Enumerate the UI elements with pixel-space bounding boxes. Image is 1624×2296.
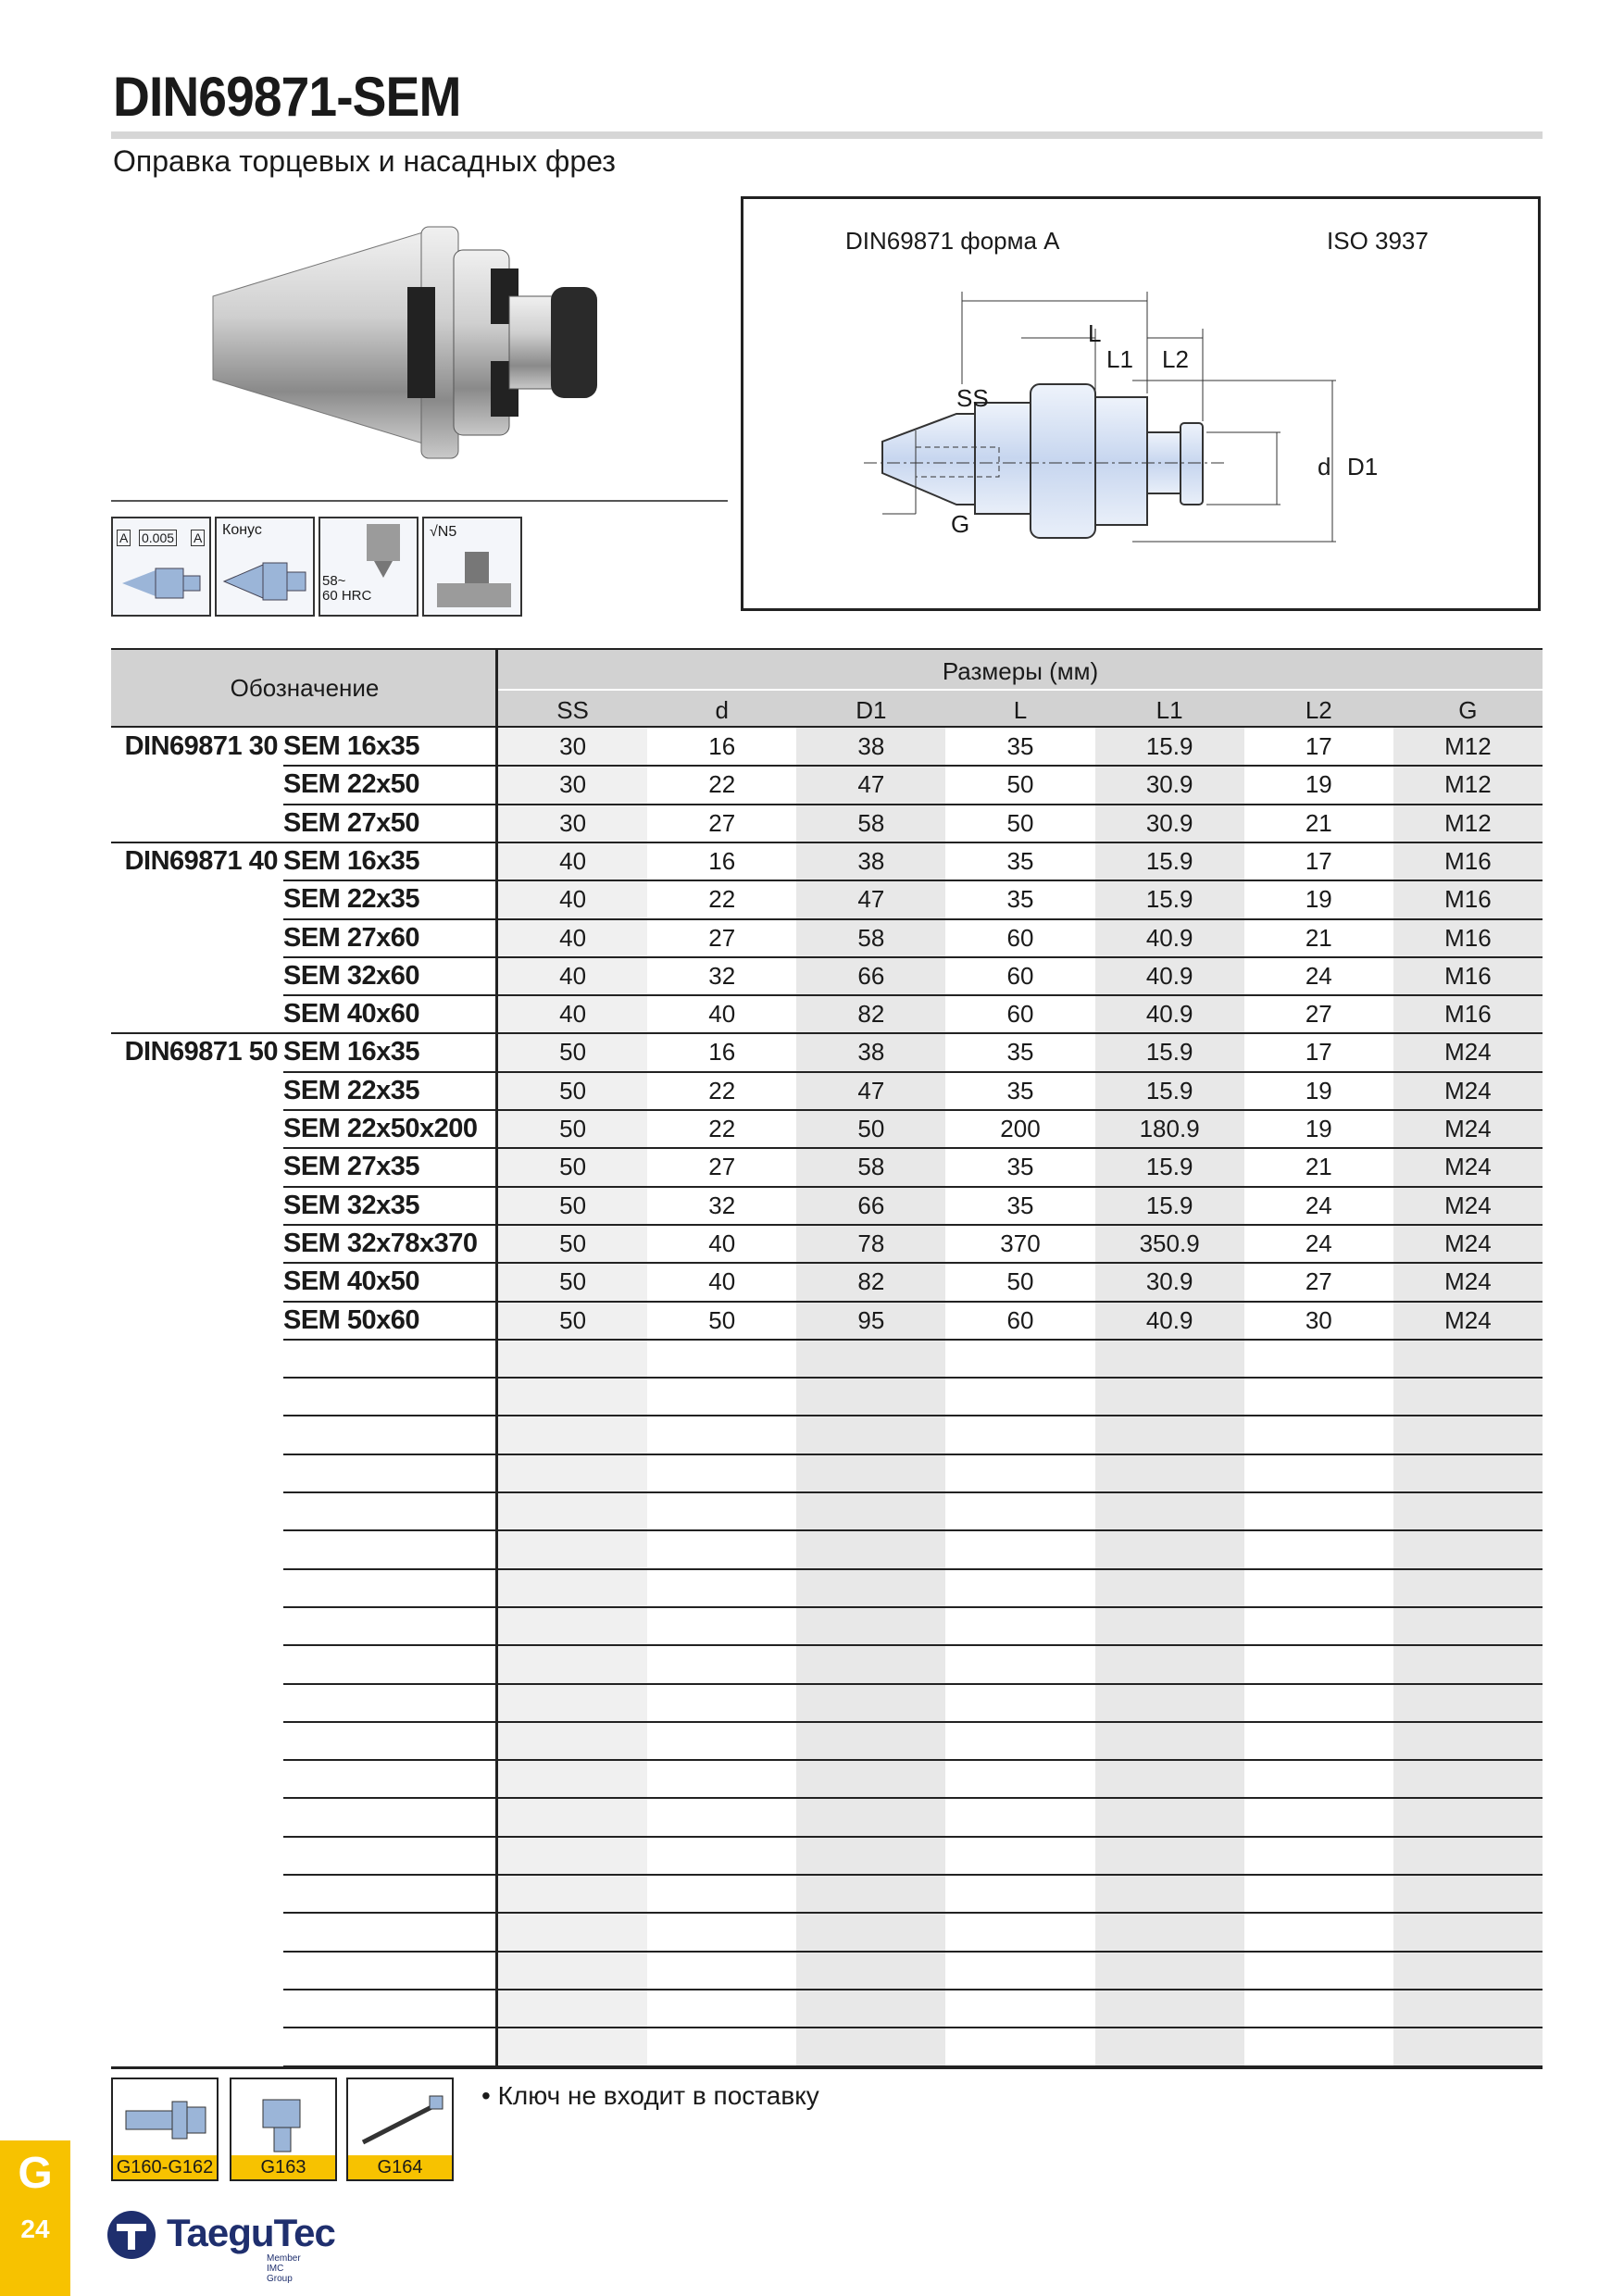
table-row xyxy=(111,1263,1543,1301)
table-cell-l2: 19 xyxy=(1305,1076,1332,1104)
drawing-form-label: DIN69871 форма A xyxy=(845,227,1060,255)
table-cell-l: 50 xyxy=(1006,808,1034,837)
table-top-rule xyxy=(111,648,1543,650)
table-cell-g: M16 xyxy=(1444,1000,1492,1029)
table-row xyxy=(111,1302,1543,1340)
runout-icon xyxy=(111,517,211,617)
table-cell-l: 35 xyxy=(1006,885,1034,914)
table-cell-g: M24 xyxy=(1444,1229,1492,1257)
table-cell-d: 22 xyxy=(708,770,736,799)
column-header: d xyxy=(715,696,729,724)
column-header: L xyxy=(1013,696,1028,724)
logo-subtext: Member IMC Group xyxy=(267,2253,301,2284)
table-cell-g: M12 xyxy=(1444,732,1492,760)
table-cell-l: 50 xyxy=(1006,770,1034,799)
table-cell-d1: 58 xyxy=(857,923,885,952)
designation-group: DIN69871 40 xyxy=(124,845,278,876)
table-row xyxy=(111,880,1543,918)
table-cell-d: 22 xyxy=(708,1115,736,1142)
designation-model: SEM 22x50 xyxy=(283,769,420,800)
table-cell-d: 40 xyxy=(708,1229,736,1257)
logo-text: TaeguTec xyxy=(167,2211,335,2254)
empty-row xyxy=(111,1990,1543,2028)
table-cell-l: 35 xyxy=(1006,1076,1034,1104)
table-cell-d1: 38 xyxy=(857,846,885,875)
table-cell-g: M12 xyxy=(1444,808,1492,837)
designation-header: Обозначение xyxy=(230,674,380,702)
dim-D1-label: D1 xyxy=(1347,453,1379,480)
header-divider xyxy=(498,689,1543,691)
table-cell-l1: 15.9 xyxy=(1145,885,1193,914)
table-row xyxy=(111,842,1543,880)
empty-row xyxy=(111,1416,1543,1454)
dim-L2-label: L2 xyxy=(1162,345,1189,373)
table-cell-d1: 66 xyxy=(857,1191,885,1219)
ref-label: G163 xyxy=(231,2155,335,2179)
table-cell-l1: 15.9 xyxy=(1145,1153,1193,1181)
table-cell-l2: 27 xyxy=(1305,1000,1332,1029)
designation-model: SEM 16x35 xyxy=(283,845,420,876)
runout-ref-label: A xyxy=(191,530,205,546)
table-bottom-rule xyxy=(111,2066,1543,2069)
table-cell-d1: 47 xyxy=(857,770,885,799)
screw-icon xyxy=(248,2087,322,2155)
table-cell-g: M16 xyxy=(1444,961,1492,990)
table-cell-d: 27 xyxy=(708,808,736,837)
wrench-icon xyxy=(356,2087,448,2155)
table-cell-ss: 50 xyxy=(559,1115,587,1142)
table-cell-d: 16 xyxy=(708,846,736,875)
page-title: DIN69871-SEM xyxy=(113,66,461,128)
table-cell-l1: 30.9 xyxy=(1145,808,1193,837)
empty-row xyxy=(111,2028,1543,2065)
table-row xyxy=(111,1072,1543,1110)
table-cell-l: 35 xyxy=(1006,732,1034,760)
column-header: L1 xyxy=(1156,696,1183,724)
hardness-icon xyxy=(319,517,418,617)
technical-drawing xyxy=(741,196,1541,611)
table-row xyxy=(111,1187,1543,1225)
table-cell-d1: 82 xyxy=(857,1000,885,1029)
dimensions-table xyxy=(111,650,1543,2066)
roughness-label: √N5 xyxy=(430,524,457,540)
table-cell-l1: 350.9 xyxy=(1139,1229,1200,1257)
product-photo xyxy=(194,222,620,463)
table-row xyxy=(111,1033,1543,1071)
empty-row xyxy=(111,1952,1543,1990)
taper-tool-icon xyxy=(220,555,309,607)
table-cell-ss: 30 xyxy=(559,808,587,837)
table-cell-ss: 50 xyxy=(559,1229,587,1257)
title-divider xyxy=(111,131,1543,139)
table-cell-g: M24 xyxy=(1444,1267,1492,1296)
dimensions-header: Размеры (мм) xyxy=(942,657,1099,685)
empty-row xyxy=(111,1837,1543,1875)
designation-model: SEM 27x50 xyxy=(283,807,420,838)
empty-row xyxy=(111,1340,1543,1378)
table-cell-l2: 19 xyxy=(1305,885,1332,914)
runout-datum-label: A xyxy=(117,530,131,546)
empty-row xyxy=(111,1607,1543,1645)
table-cell-g: M24 xyxy=(1444,1115,1492,1142)
table-cell-g: M24 xyxy=(1444,1153,1492,1181)
table-cell-d: 27 xyxy=(708,923,736,952)
table-cell-d: 27 xyxy=(708,1153,736,1181)
table-cell-l2: 21 xyxy=(1305,1153,1332,1181)
table-cell-g: M12 xyxy=(1444,770,1492,799)
table-cell-ss: 40 xyxy=(559,923,587,952)
brand-logo xyxy=(104,2207,335,2284)
taper-label: Конус xyxy=(222,522,262,538)
designation-model: SEM 16x35 xyxy=(283,1037,420,1067)
table-cell-ss: 50 xyxy=(559,1076,587,1104)
table-cell-d: 40 xyxy=(708,1000,736,1029)
designation-group: DIN69871 30 xyxy=(124,731,278,761)
table-cell-l: 370 xyxy=(1000,1229,1041,1257)
designation-model: SEM 32x60 xyxy=(283,960,420,991)
table-cell-l2: 30 xyxy=(1305,1305,1332,1334)
table-cell-l: 60 xyxy=(1006,961,1034,990)
table-cell-l1: 40.9 xyxy=(1145,961,1193,990)
table-cell-ss: 30 xyxy=(559,732,587,760)
table-cell-l1: 15.9 xyxy=(1145,1076,1193,1104)
table-cell-g: M24 xyxy=(1444,1191,1492,1219)
table-cell-g: M16 xyxy=(1444,885,1492,914)
table-cell-l2: 21 xyxy=(1305,923,1332,952)
table-cell-ss: 50 xyxy=(559,1305,587,1334)
table-cell-l1: 15.9 xyxy=(1145,846,1193,875)
table-cell-d1: 47 xyxy=(857,1076,885,1104)
table-cell-l: 200 xyxy=(1000,1115,1041,1142)
table-cell-g: M24 xyxy=(1444,1305,1492,1334)
table-cell-d: 32 xyxy=(708,961,736,990)
table-cell-l2: 17 xyxy=(1305,732,1332,760)
dim-L1-label: L1 xyxy=(1106,345,1133,373)
table-cell-d: 50 xyxy=(708,1305,736,1334)
designation-model: SEM 27x60 xyxy=(283,922,420,953)
table-cell-l1: 180.9 xyxy=(1139,1115,1200,1142)
empty-row xyxy=(111,1798,1543,1836)
dim-G-label: G xyxy=(951,510,970,538)
table-row xyxy=(111,995,1543,1033)
page-number: 24 xyxy=(20,2215,50,2243)
dim-L-label: L xyxy=(1088,319,1102,347)
table-cell-l1: 30.9 xyxy=(1145,1267,1193,1296)
designation-model: SEM 32x78x370 xyxy=(283,1228,478,1258)
table-cell-ss: 50 xyxy=(559,1267,587,1296)
table-cell-ss: 40 xyxy=(559,885,587,914)
table-cell-ss: 40 xyxy=(559,961,587,990)
table-cell-g: M24 xyxy=(1444,1076,1492,1104)
empty-row xyxy=(111,1454,1543,1492)
table-cell-l2: 19 xyxy=(1305,1115,1332,1142)
table-cell-l: 60 xyxy=(1006,1000,1034,1029)
table-cell-l2: 27 xyxy=(1305,1267,1332,1296)
table-cell-ss: 30 xyxy=(559,770,587,799)
runout-value-label: 0.005 xyxy=(139,530,177,546)
column-header: D1 xyxy=(856,696,887,724)
table-cell-l1: 15.9 xyxy=(1145,1038,1193,1067)
designation-model: SEM 22x50x200 xyxy=(283,1114,478,1143)
table-cell-l1: 30.9 xyxy=(1145,770,1193,799)
table-cell-l2: 17 xyxy=(1305,846,1332,875)
table-cell-d1: 82 xyxy=(857,1267,885,1296)
table-cell-d1: 38 xyxy=(857,732,885,760)
table-cell-l1: 40.9 xyxy=(1145,1305,1193,1334)
column-header: SS xyxy=(556,696,589,724)
table-cell-ss: 50 xyxy=(559,1191,587,1219)
table-cell-l2: 19 xyxy=(1305,770,1332,799)
table-cell-d: 32 xyxy=(708,1191,736,1219)
table-cell-ss: 50 xyxy=(559,1153,587,1181)
table-row xyxy=(111,728,1543,766)
table-row xyxy=(111,805,1543,842)
table-cell-l2: 21 xyxy=(1305,808,1332,837)
table-row xyxy=(111,1110,1543,1148)
table-cell-d1: 58 xyxy=(857,808,885,837)
table-row xyxy=(111,919,1543,957)
table-cell-d: 16 xyxy=(708,1038,736,1067)
ref-G160-G162[interactable] xyxy=(111,2078,219,2181)
ref-G163[interactable] xyxy=(230,2078,337,2181)
hardness-label: 58~ 60 HRC xyxy=(322,573,372,604)
empty-row xyxy=(111,1684,1543,1722)
drawing-schematic xyxy=(743,199,1538,608)
table-cell-d1: 66 xyxy=(857,961,885,990)
table-cell-d1: 95 xyxy=(857,1305,885,1334)
empty-row xyxy=(111,1913,1543,1951)
empty-row xyxy=(111,1378,1543,1416)
designation-model: SEM 32x35 xyxy=(283,1190,420,1220)
ref-label: G160-G162 xyxy=(113,2155,217,2179)
table-cell-l2: 24 xyxy=(1305,1191,1332,1219)
ref-G164[interactable] xyxy=(346,2078,454,2181)
table-cell-l1: 40.9 xyxy=(1145,1000,1193,1029)
table-cell-d1: 38 xyxy=(857,1038,885,1067)
table-cell-d1: 58 xyxy=(857,1153,885,1181)
table-cell-ss: 40 xyxy=(559,846,587,875)
table-cell-l: 60 xyxy=(1006,923,1034,952)
designation-model: SEM 50x60 xyxy=(283,1304,420,1335)
empty-row xyxy=(111,1492,1543,1530)
table-cell-l: 35 xyxy=(1006,1191,1034,1219)
designation-model: SEM 27x35 xyxy=(283,1152,420,1182)
table-cell-l2: 17 xyxy=(1305,1038,1332,1067)
column-header: G xyxy=(1458,696,1478,724)
empty-row xyxy=(111,1645,1543,1683)
designation-model: SEM 40x60 xyxy=(283,999,420,1029)
table-cell-l2: 24 xyxy=(1305,1229,1332,1257)
designation-model: SEM 22x35 xyxy=(283,1075,420,1105)
taper-icon xyxy=(215,517,315,617)
page-subtitle: Оправка торцевых и насадных фрез xyxy=(113,144,616,178)
note-text: • Ключ не входит в поставку xyxy=(481,2081,819,2110)
table-row xyxy=(111,766,1543,804)
logo-mark-icon xyxy=(104,2207,159,2263)
empty-row xyxy=(111,1722,1543,1760)
designation-model: SEM 22x35 xyxy=(283,884,420,915)
empty-row xyxy=(111,1760,1543,1798)
empty-row xyxy=(111,1569,1543,1607)
section-letter: G xyxy=(18,2149,53,2198)
table-cell-d: 22 xyxy=(708,885,736,914)
empty-row xyxy=(111,1875,1543,1913)
table-cell-d: 16 xyxy=(708,732,736,760)
table-cell-d1: 50 xyxy=(857,1115,885,1142)
table-cell-l: 60 xyxy=(1006,1305,1034,1334)
collet-icon xyxy=(120,2092,211,2148)
designation-group: DIN69871 50 xyxy=(124,1037,278,1067)
table-cell-d1: 78 xyxy=(857,1229,885,1257)
table-cell-d: 22 xyxy=(708,1076,736,1104)
table-row xyxy=(111,1148,1543,1186)
table-cell-ss: 40 xyxy=(559,1000,587,1029)
table-cell-l2: 24 xyxy=(1305,961,1332,990)
dim-d-label: d xyxy=(1318,453,1331,480)
table-cell-l: 35 xyxy=(1006,846,1034,875)
table-cell-d1: 47 xyxy=(857,885,885,914)
table-row xyxy=(111,957,1543,995)
table-cell-g: M24 xyxy=(1444,1038,1492,1067)
table-cell-g: M16 xyxy=(1444,846,1492,875)
table-cell-l1: 15.9 xyxy=(1145,1191,1193,1219)
table-row xyxy=(111,1225,1543,1263)
table-cell-d: 40 xyxy=(708,1267,736,1296)
empty-row xyxy=(111,1530,1543,1568)
photo-divider xyxy=(111,500,728,502)
drawing-iso-label: ISO 3937 xyxy=(1327,227,1429,255)
column-header: L2 xyxy=(1305,696,1332,724)
runout-tool-icon xyxy=(119,563,204,604)
roughness-surface-icon xyxy=(428,546,517,611)
table-cell-l1: 40.9 xyxy=(1145,923,1193,952)
table-cell-l: 50 xyxy=(1006,1267,1034,1296)
ref-label: G164 xyxy=(348,2155,452,2179)
designation-model: SEM 40x50 xyxy=(283,1267,420,1297)
table-cell-ss: 50 xyxy=(559,1038,587,1067)
table-cell-l: 35 xyxy=(1006,1153,1034,1181)
table-cell-g: M16 xyxy=(1444,923,1492,952)
dim-SS-label: SS xyxy=(956,384,989,412)
table-cell-l1: 15.9 xyxy=(1145,732,1193,760)
roughness-icon xyxy=(422,517,522,617)
designation-model: SEM 16x35 xyxy=(283,731,420,761)
table-cell-l: 35 xyxy=(1006,1038,1034,1067)
